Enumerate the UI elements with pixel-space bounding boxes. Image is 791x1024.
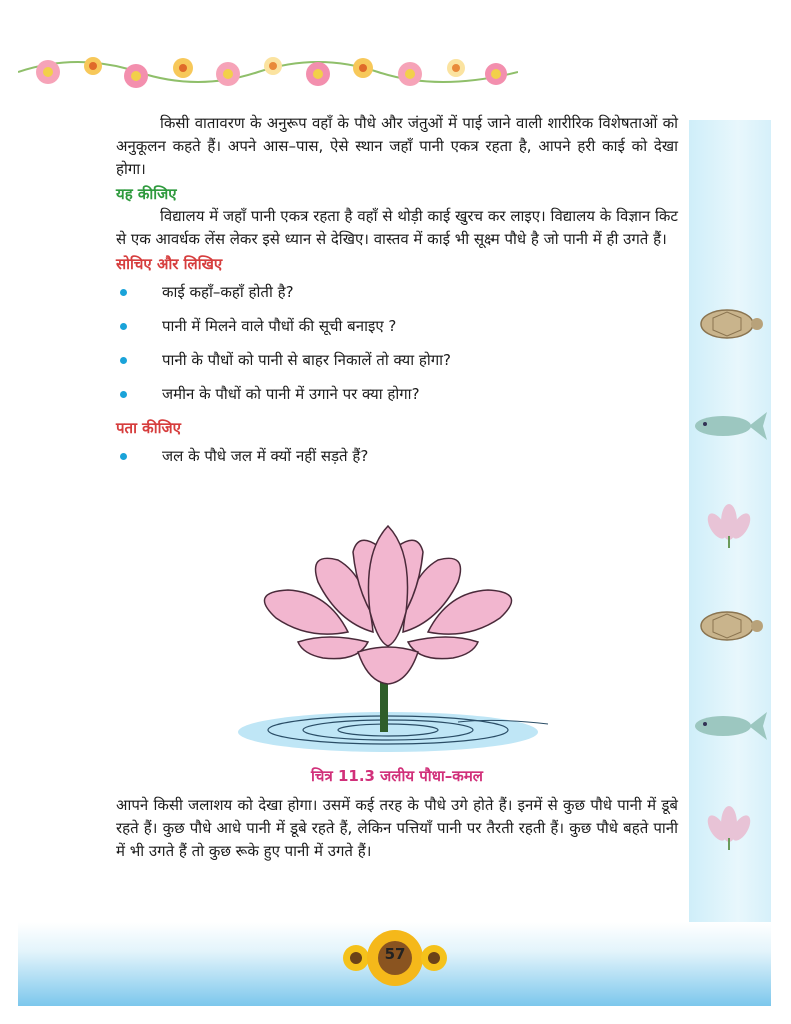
list-item: पानी के पौधों को पानी से बाहर निकालें तो क्या होगा? [116,349,678,372]
flower-icon [447,59,465,77]
flower-icon [485,63,507,85]
turtle-icon [693,604,767,648]
find-out-list [116,445,678,468]
think-write-heading: सोचिए और लिखिए [116,255,223,273]
closing-paragraph: आपने किसी जलाशय को देखा होगा। उसमें कई तरह के पौधे उगे होते हैं। इनमें से कुछ पौधे पानी में डूबे रहते हैं। कुछ पौधे आधे पानी में डूबे रहते हैं, लेकिन पत्तियाँ पानी पर तैरती रहती हैं। कुछ पौधे बहते पानी में भी उगते हैं तो कुछ रूके हुए पानी में उगते हैं। [116,796,678,860]
list-item: जल के पौधे जल में क्यों नहीं सड़ते हैं? [116,445,678,468]
water-ripples [238,712,548,752]
side-decoration-strip [689,120,771,1006]
lotus-illustration [228,522,594,758]
list-item: काई कहाँ–कहाँ होती है? [116,281,678,304]
activity-paragraph: विद्यालय में जहाँ पानी एकत्र रहता है वहाँ से थोड़ी काई खुरच कर लाइए। विद्यालय के विज्ञान किट से एक आवर्धक लेंस लेकर इसे ध्यान से देखिए। वास्तव में काई भी सूक्ष्म पौधे है जो पानी में ही उगते हैं। [116,207,678,248]
figure-caption: चित्र 11.3 जलीय पौधा–कमल [311,767,483,785]
bullet-icon [120,391,127,398]
activity-heading: यह कीजिए [116,185,177,203]
flower-icon [36,60,60,84]
find-out-heading: पता कीजिए [116,419,181,437]
fish-icon [691,704,769,744]
think-write-list [116,281,678,406]
bullet-icon [120,357,127,364]
flower-icon [353,58,373,78]
lotus-icon [703,498,755,548]
flower-icon [306,62,330,86]
list-item: पानी में मिलने वाले पौधों की सूची बनाइए ? [116,315,678,338]
main-content [116,112,678,479]
turtle-icon [693,302,767,346]
bullet-icon [120,289,127,296]
flower-icon [216,62,240,86]
flower-icon [398,62,422,86]
floral-border [18,42,518,100]
intro-paragraph: किसी वातावरण के अनुरूप वहाँ के पौधे और जंतुओं में पाई जाने वाली शारीरिक विशेषताओं को अनुकूलन कहते हैं। अपने आस–पास, ऐसे स्थान जहाँ पानी एकत्र रहता है, आपने हरी काई को देखा होगा। [116,114,678,178]
flower-icon [173,58,193,78]
lotus-icon [703,800,755,850]
bullet-icon [120,453,127,460]
bullet-icon [120,323,127,330]
flower-icon [264,57,282,75]
page-number: 57 [384,945,406,963]
list-item: जमीन के पौधों को पानी में उगाने पर क्या होगा? [116,383,678,406]
flower-icon [124,64,148,88]
flower-icon [84,57,102,75]
lotus-flower [264,526,511,684]
fish-icon [691,404,769,444]
